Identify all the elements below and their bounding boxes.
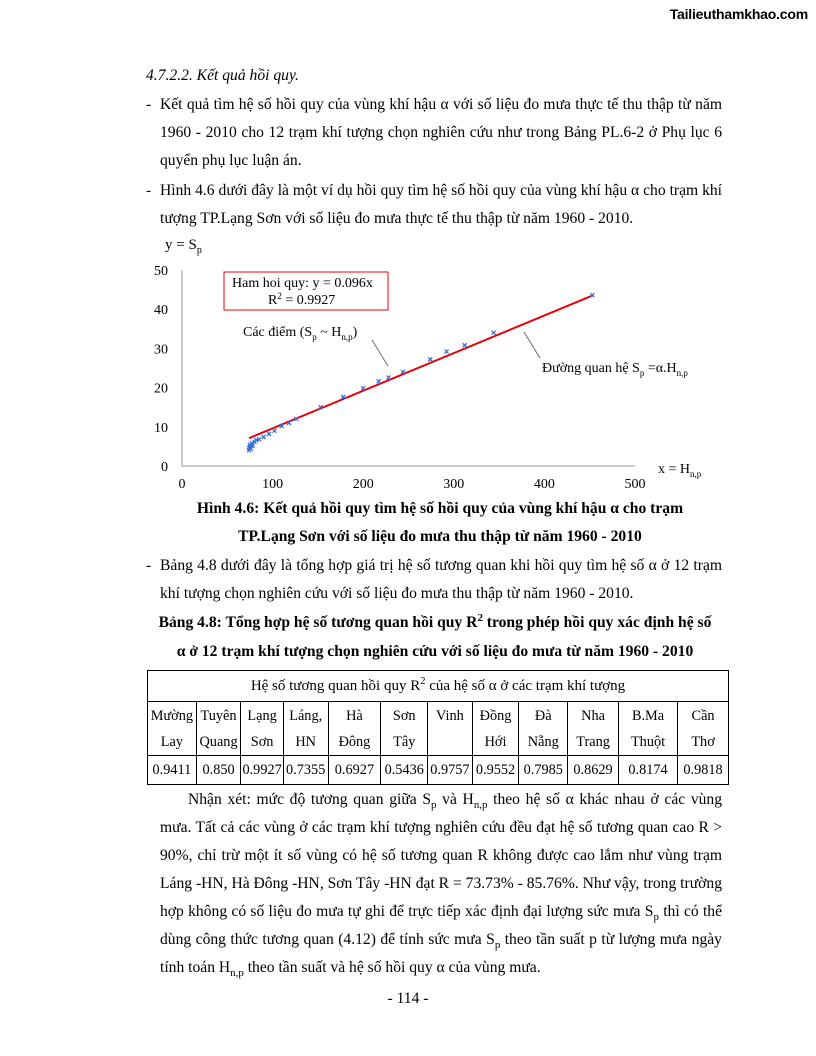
station-name-line-1: Đồng: [479, 707, 512, 724]
r-squared-cell: 0.9818: [678, 756, 729, 785]
points-annotation-pointer: [372, 340, 388, 366]
r-squared-cell: 0.9411: [148, 756, 197, 785]
x-tick-label: 200: [352, 477, 374, 492]
data-point: [272, 429, 276, 433]
bullet-dash: -: [146, 96, 152, 113]
r-squared-cell: 0.6927: [328, 756, 381, 785]
regression-equation: Ham hoi quy: y = 0.096x: [232, 276, 373, 291]
r-squared-cell: 0.5436: [381, 756, 428, 785]
station-name-line-1: Nha: [581, 707, 605, 724]
station-name-line-2: Thuột: [630, 733, 666, 750]
station-name-line-2: Đông: [338, 733, 371, 750]
page-number: - 114 -: [387, 990, 429, 1007]
r-squared-cell: 0.9552: [472, 756, 519, 785]
station-name-cell: [241, 702, 284, 756]
regression-chart: [140, 232, 740, 494]
r-squared-cell: 0.9927: [241, 756, 284, 785]
y-tick-label: 20: [154, 381, 168, 397]
station-name-line-1: Sơn: [392, 707, 416, 724]
r-squared-cell: 0.8629: [568, 756, 619, 785]
station-name-cell: [283, 702, 328, 756]
table-caption-line-1: Bảng 4.8: Tổng hợp hệ số tương quan hồi quy $R^2$ trong phép hồi quy xác định hệ số: [158, 611, 712, 631]
x-axis-ticks: [179, 477, 646, 492]
station-name-line-2: Tây: [393, 733, 416, 750]
station-name-line-2: Trang: [576, 733, 610, 750]
regression-line: [249, 296, 592, 439]
table-caption-line-2: α ở 12 trạm khí tượng chọn nghiên cứu với số liệu đo mưa từ năm 1960 - 2010: [176, 643, 694, 660]
line-annotation-pointer: [524, 332, 540, 358]
station-name-line-1: Mường: [150, 707, 194, 724]
station-name-cell: [428, 702, 473, 756]
station-name-line-1: Tuyên: [200, 707, 237, 724]
station-name-line-2: Quang: [199, 733, 238, 750]
station-name-line-1: Hà: [346, 707, 363, 724]
station-name-line-2: [428, 729, 472, 755]
value-row: [148, 756, 729, 785]
y-axis-ticks: [154, 264, 168, 475]
y-tick-label: 0: [161, 460, 168, 475]
x-tick-label: 300: [443, 477, 465, 492]
correlation-table: [147, 670, 729, 785]
station-name-line-2: Thơ: [691, 733, 715, 750]
station-name-cell: [148, 702, 197, 756]
station-name-line-2: Sơn: [250, 733, 274, 750]
data-point: [428, 357, 432, 361]
station-name-line-1: Vinh: [436, 707, 464, 724]
r-squared-cell: 0.7355: [283, 756, 328, 785]
y-tick-label: 10: [154, 420, 168, 436]
station-name-cell: [328, 702, 381, 756]
y-axis-label: $y = S_p$: [165, 237, 202, 256]
figure-caption-line-1: Hình 4.6: Kết quả hồi quy tìm hệ số hồi quy của vùng khí hậu α cho trạm: [196, 500, 684, 517]
data-point: [492, 331, 496, 335]
station-name-line-1: Cần: [691, 707, 715, 724]
data-point: [262, 435, 266, 439]
r-squared-cell: 0.9757: [428, 756, 473, 785]
bullet-paragraph-1: Kết quả tìm hệ số hồi quy của vùng khí hậu α với số liệu đo mưa thực tế thu thập từ năm 1960 - 2010 cho 12 trạm khí tượng chọn nghiên cứu như trong Bảng PL.6-2 ở Phụ lục 6 quyển phụ lục luận án.: [160, 96, 722, 169]
x-tick-label: 100: [262, 477, 284, 492]
station-name-line-2: HN: [295, 733, 317, 750]
station-name-cell: [196, 702, 241, 756]
watermark: Tailieuthamkhao.com: [669, 6, 808, 22]
points-annotation: Các điểm ($S_p$ ~ $H_{n,p}$): [243, 325, 358, 342]
r-squared-value: $R^2 = 0.9927$: [268, 291, 336, 308]
x-tick-label: 500: [624, 477, 646, 492]
y-tick-label: 50: [154, 264, 168, 279]
x-tick-label: 400: [533, 477, 555, 492]
bullet-dash: -: [146, 557, 152, 574]
bullet-paragraph-3: Bảng 4.8 dưới đây là tổng hợp giá trị hệ số tương quan khi hồi quy tìm hệ số α ở 12 trạm khí tượng chọn nghiên cứu với số liệu đo mưa thu thập từ năm 1960 - 2010.: [160, 557, 722, 602]
bullet-paragraph-2: Hình 4.6 dưới đây là một ví dụ hồi quy tìm hệ số hồi quy của vùng khí hậu α cho trạm khí tượng TP.Lạng Sơn với số liệu đo mưa thực tế thu thập từ năm 1960 - 2010.: [160, 182, 722, 227]
station-name-line-1: Đà: [534, 707, 552, 724]
r-squared-cell: 0.850: [196, 756, 241, 785]
station-name-cell: [472, 702, 519, 756]
station-name-cell: [519, 702, 568, 756]
data-point: [445, 350, 449, 354]
section-heading: 4.7.2.2. Kết quả hồi quy.: [146, 67, 299, 84]
y-tick-label: 40: [154, 303, 168, 319]
data-point: [387, 375, 391, 379]
station-name-line-1: Lạng: [247, 707, 277, 724]
station-name-cell: [618, 702, 677, 756]
station-row: [148, 702, 729, 756]
data-point: [377, 379, 381, 383]
x-axis-label: $x = H_{n,p}$: [658, 462, 702, 479]
figure-caption-line-2: TP.Lạng Sơn với số liệu đo mưa thu thập từ năm 1960 - 2010: [238, 528, 642, 545]
station-name-line-2: Nẵng: [527, 733, 559, 750]
table-header: Hệ số tương quan hồi quy $R^2$ của hệ số α ở các trạm khí tượng: [148, 671, 729, 702]
line-annotation: Đường quan hệ $S_p =\alpha.H_{n,p}$: [542, 361, 688, 378]
station-name-line-2: Lay: [160, 733, 183, 750]
station-name-cell: [381, 702, 428, 756]
station-name-cell: [678, 702, 729, 756]
y-tick-label: 30: [154, 342, 168, 358]
r-squared-cell: 0.8174: [618, 756, 677, 785]
bullet-dash: -: [146, 182, 152, 199]
data-point: [267, 432, 271, 436]
station-name-cell: [568, 702, 619, 756]
station-name-line-2: Hới: [484, 733, 507, 750]
station-name-line-1: B.Ma: [631, 707, 665, 724]
r-squared-cell: 0.7985: [519, 756, 568, 785]
x-tick-label: 0: [178, 477, 186, 492]
remark-paragraph: Nhận xét: mức độ tương quan giữa $S_p$ và $H_{n,p}$ theo hệ số α khác nhau ở các vùng mưa. Tất cả các vùng ở các trạm khí tượng nghiên cứu đều đạt hệ số tương quan cao R > 90%, chỉ trừ một ít số vùng có hệ số tương quan R không được cao lắm như vùng trạm Láng -HN, Hà Đông -HN, Sơn Tây -HN đạt R = 73.73% - 85.76%. Như vậy, trong trường hợp không có số liệu đo mưa tự ghi để trực tiếp xác định đại lượng sức mưa $S_p$ thì có thể dùng công thức tương quan (4.12) để tính sức mưa $S_p$ theo tần suất p từ lượng mưa ngày tính toán $H_{n,p}$ theo tần suất và hệ số hồi quy α của vùng mưa.: [160, 791, 723, 980]
station-name-line-1: Láng,: [289, 707, 323, 724]
data-point: [463, 343, 467, 347]
